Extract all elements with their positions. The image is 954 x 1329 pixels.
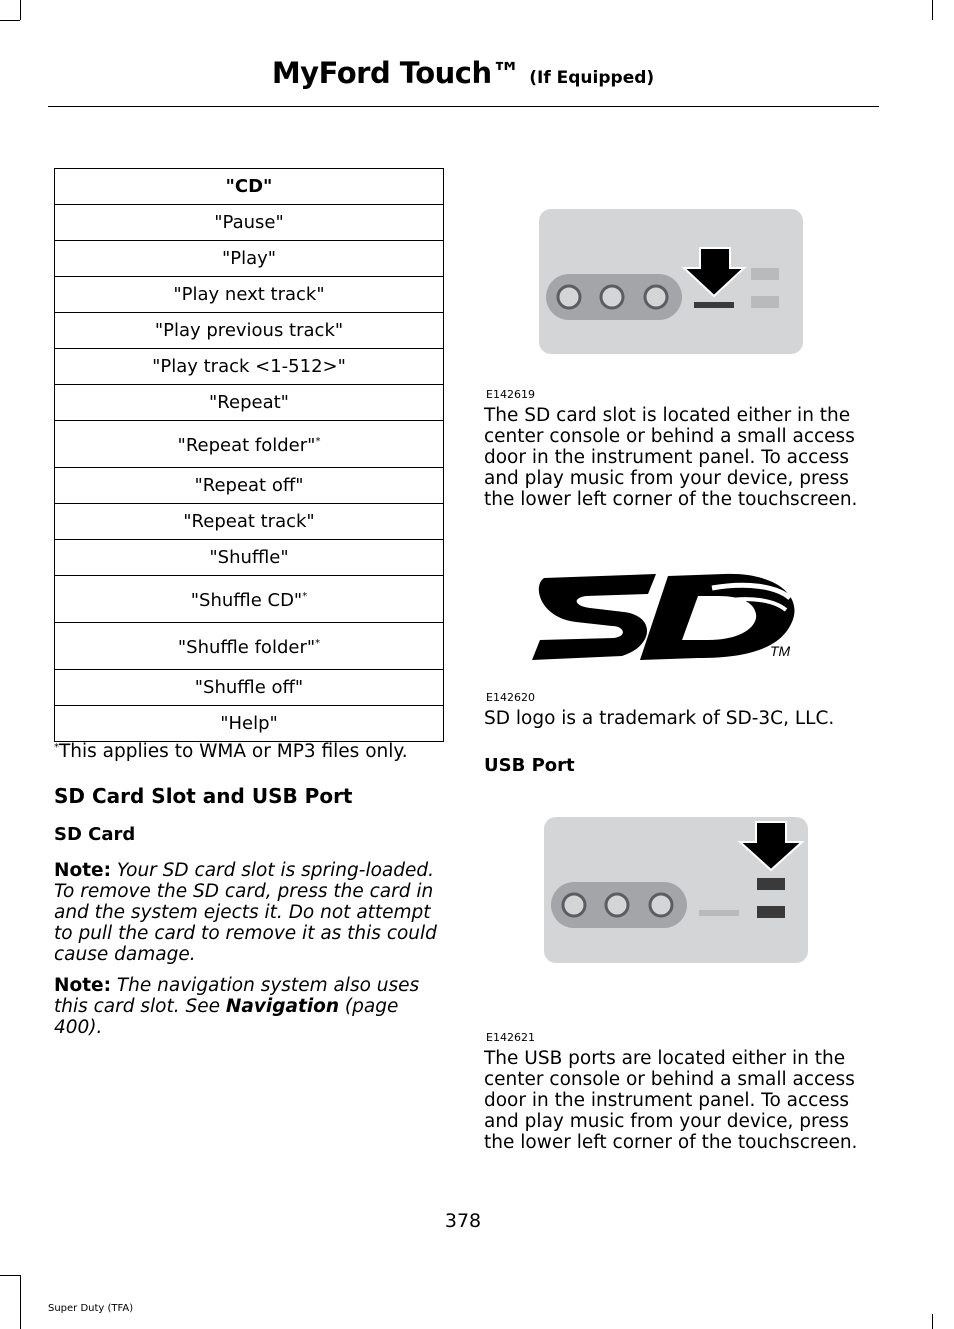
note-spring-loaded: [54, 860, 446, 965]
command-text: "Play next track": [173, 283, 325, 305]
note-text: The navigation system also uses this card slot. See: [54, 975, 420, 1017]
command-cell: [55, 385, 444, 421]
figure-code: E142619: [486, 388, 535, 401]
command-cell: [55, 313, 444, 349]
command-cell: [55, 706, 444, 742]
sd-logo: [528, 568, 800, 664]
cd-voice-command-table: [54, 168, 444, 742]
command-cell: [55, 540, 444, 576]
command-text: "Help": [220, 712, 278, 734]
table-row: [55, 670, 444, 706]
footnote-text: This applies to WMA or MP3 files only.: [59, 741, 408, 762]
table-header: "CD": [55, 169, 444, 205]
navigation-link[interactable]: Navigation: [225, 996, 340, 1017]
command-cell: [55, 421, 444, 468]
crop-mark: [932, 1314, 933, 1329]
command-text: "Repeat off": [194, 474, 304, 496]
figure-caption: The USB ports are located either in the center console or behind a small access door in the instrument panel. To access and play music from your device, press the lower left corner of the touchscreen.: [484, 1048, 858, 1153]
page-header: [0, 56, 926, 90]
command-text: "Repeat": [209, 391, 289, 413]
command-cell: [55, 468, 444, 504]
command-cell: [55, 349, 444, 385]
footer-text: Super Duty (TFA): [48, 1303, 134, 1314]
command-text: "Play previous track": [154, 319, 344, 341]
command-text: "Repeat track": [183, 510, 315, 532]
table-row: [55, 540, 444, 576]
note-label: Note:: [54, 860, 111, 881]
table-row: [55, 205, 444, 241]
table-row: [55, 576, 444, 623]
crop-mark: [20, 0, 21, 20]
crop-mark: [0, 1275, 20, 1276]
command-text: "Pause": [214, 211, 284, 233]
table-footnote: [54, 741, 454, 762]
header-subtitle: (If Equipped): [529, 68, 655, 88]
crop-mark: [0, 20, 20, 21]
header-divider: [48, 106, 879, 107]
table-row: [55, 706, 444, 742]
sd-card-heading: SD Card: [54, 824, 136, 845]
table-row: [55, 623, 444, 670]
figure-code: E142621: [486, 1031, 535, 1044]
command-cell: [55, 205, 444, 241]
command-text: "Shuffle": [209, 546, 289, 568]
footnote-mark: *: [302, 590, 308, 602]
trademark-text: TM: [770, 643, 791, 659]
crop-mark: [932, 0, 933, 20]
page-number: 378: [444, 1210, 482, 1232]
table-row: [55, 313, 444, 349]
sd-slot-illustration: [538, 208, 806, 356]
section-title: SD Card Slot and USB Port: [54, 784, 353, 808]
figure-caption: SD logo is a trademark of SD-3C, LLC.: [484, 708, 835, 729]
header-title: MyFord Touch™: [271, 56, 521, 90]
command-text: "Play track <1-512>": [152, 355, 346, 377]
figure-caption: The SD card slot is located either in the center console or behind a small access door in the instrument panel. To access and play music from your device, press the lower left corner of the touchscreen.: [484, 405, 858, 510]
command-cell: [55, 623, 444, 670]
table-row: [55, 349, 444, 385]
note-navigation: [54, 975, 446, 1038]
command-text: "Play": [221, 247, 277, 269]
command-cell: [55, 241, 444, 277]
footnote-mark: *: [315, 435, 321, 447]
command-cell: [55, 670, 444, 706]
command-text: "Shuffle off": [194, 676, 304, 698]
command-cell: [55, 277, 444, 313]
footnote-mark: *: [315, 637, 321, 649]
figure-code: E142620: [486, 691, 535, 704]
command-cell: [55, 576, 444, 623]
table-row: [55, 385, 444, 421]
command-text: "Repeat folder": [177, 434, 316, 456]
footnote-mark: *: [54, 741, 59, 753]
usb-port-illustration: [543, 816, 811, 966]
command-text: "Shuffle folder": [177, 636, 316, 658]
table-row: [55, 504, 444, 540]
usb-port-heading: USB Port: [484, 755, 575, 776]
note-text: Your SD card slot is spring-loaded. To remove the SD card, press the card in and the system ejects it. Do not attempt to pull the card to remove it as this could cause damage.: [54, 860, 437, 965]
table-row: [55, 277, 444, 313]
command-text: "Shuffle CD": [190, 589, 303, 611]
note-label: Note:: [54, 975, 111, 996]
table-row: [55, 241, 444, 277]
note-text-page: (page 400).: [54, 996, 399, 1038]
table-row: [55, 468, 444, 504]
command-cell: [55, 504, 444, 540]
table-row: [55, 421, 444, 468]
crop-mark: [20, 1275, 21, 1329]
